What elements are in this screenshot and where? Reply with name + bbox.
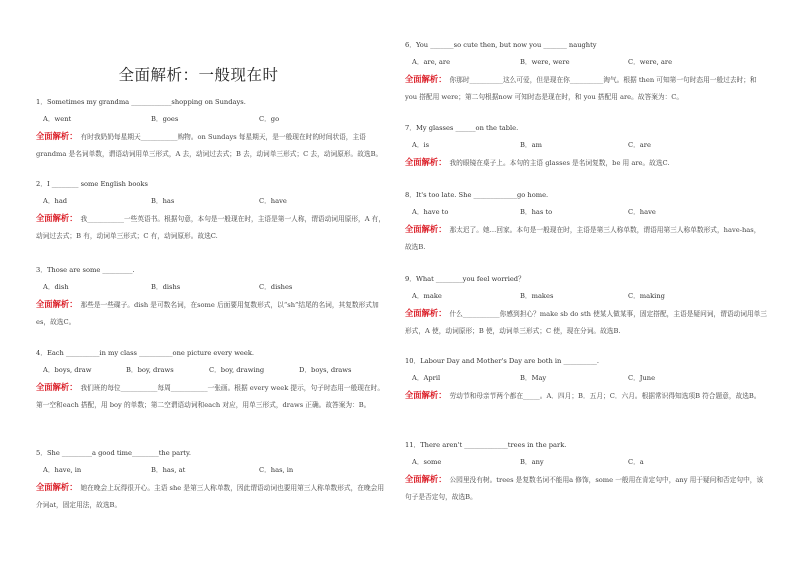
option-c: C．were, are (628, 58, 673, 66)
question-stem: 9．What ________you feel worried？ (405, 275, 525, 283)
option-a: A．April (412, 374, 441, 382)
option-d: D．boys, draws (299, 366, 352, 374)
option-c: C．have (259, 197, 287, 205)
option-b: B．has to (520, 208, 553, 216)
question-stem: 11．There aren't _____________trees in the park. (405, 441, 567, 449)
option-b: B．dishs (151, 283, 181, 291)
explanation (405, 71, 767, 106)
option-c: C．June (628, 374, 656, 382)
options-row (36, 362, 388, 379)
explanation-label: 全面解析： (36, 382, 78, 392)
explanation-text: 我的眼镜在桌子上。本句的主语 glasses 是名词复数，be 用 are。故选C. (449, 159, 670, 167)
explanation-label: 全面解析： (405, 157, 447, 167)
explanation (36, 296, 388, 331)
question-stem: 6．You _______so cute then, but now you _______ naughty (405, 41, 597, 49)
question-9 (405, 271, 767, 340)
explanation-text: 什么___________你感到担心？make sb do sth 使某人做某事，固定搭配，主语是疑问词，谓语动词用单三形式，A 使，动词原形；B 使，动词单三形式；C 使，现在分词。故选B. (405, 310, 767, 335)
option-b: B．has (151, 197, 175, 205)
question-3 (36, 262, 388, 331)
explanation-text: 那些是一些碟子。dish 是可数名词，在some 后面要用复数形式，以“sh”结尾的名词，其复数形式加es，故选C。 (36, 301, 379, 326)
option-c: C．go (259, 115, 280, 123)
explanation-text: 你那时__________这么可爱，但是现在你__________淘气。根据 then 可知第一句时态用一般过去时；和 you 搭配用 were；第二句根据now 可知时态是现在时，和 you 搭配用 are。故答案为：C。 (405, 76, 757, 101)
options-row (405, 454, 767, 471)
options-row (405, 370, 767, 387)
explanation-label: 全面解析： (405, 308, 447, 318)
option-c: C．boy, drawing (209, 366, 265, 374)
question-7 (405, 120, 767, 172)
explanation-label: 全面解析： (36, 482, 78, 492)
question-stem: 7．My glasses ______on the table. (405, 124, 519, 132)
question-stem: 5．She _________a good time________the party. (36, 449, 191, 457)
explanation-text: 我___________一些英语书。根据句意，本句是一般现在时，主语是第一人称，谓语动词用原形，A 有，动词过去式；B 有，动词单三形式；C 有，动词原形。故选C. (36, 215, 386, 240)
options-row (36, 111, 388, 128)
option-b: B．am (520, 141, 542, 149)
question-11 (405, 437, 767, 506)
option-a: A．had (43, 197, 68, 205)
question-stem: 4．Each __________in my class __________one picture every week. (36, 349, 255, 357)
option-a: A．have to (412, 208, 449, 216)
option-b: B．has, at (151, 466, 186, 474)
question-1 (36, 94, 388, 163)
option-c: C．dishes (259, 283, 293, 291)
option-c: C．a (628, 458, 644, 466)
question-6 (405, 37, 767, 106)
explanation-text: 我们班的每位___________每周___________一张画。根据 every week 提示，句子时态用一般现在时。第一空和each 搭配，用 boy 的单数；第二空谓语动词和each 对应，用单三形式，draws 正确。故答案为：B。 (36, 384, 385, 409)
explanation-label: 全面解析： (405, 224, 447, 234)
explanation-label: 全面解析： (36, 299, 78, 309)
option-b: B．any (520, 458, 544, 466)
page-title: 全面解析：一般现在时 (118, 66, 279, 84)
question-5 (36, 445, 388, 514)
explanation-text: 她在晚会上玩得很开心。主语 she 是第三人称单数，因此谓语动词也要用第三人称单数形式，在晚会用介词at，固定用法，故选B。 (36, 484, 385, 509)
option-b: B．boy, draws (126, 366, 174, 374)
explanation-text: 有时我奶奶每星期天___________购物。on Sundays 每星期天，是一般现在时的时间状语，主语grandma 是名词单数，谓语动词用单三形式，A 去，动词过去式；B 去，动词单三形式；C 去，动词原形。故选B。 (36, 133, 383, 158)
option-a: A．boys, draw (43, 366, 92, 374)
option-a: A．are, are (412, 58, 451, 66)
options-row (36, 462, 388, 479)
question-2 (36, 176, 388, 245)
option-a: A．dish (43, 283, 69, 291)
explanation-label: 全面解析： (36, 213, 78, 223)
explanation-text: 那太迟了。她…回家。本句是一般现在时，主语是第三人称单数，谓语用第三人称单数形式，have-has，故选B. (405, 226, 761, 251)
options-row (405, 137, 767, 154)
option-c: C．has, in (259, 466, 294, 474)
explanation-label: 全面解析： (405, 74, 447, 84)
explanation (36, 379, 388, 414)
options-row (36, 279, 388, 296)
option-c: C．have (628, 208, 656, 216)
option-a: A．is (412, 141, 430, 149)
options-row (405, 54, 767, 71)
question-10 (405, 353, 767, 405)
explanation (36, 479, 388, 514)
option-a: A．have, in (43, 466, 82, 474)
question-stem: 3．Those are some _________. (36, 266, 135, 274)
question-stem: 8．It's too late. She _____________go home. (405, 191, 549, 199)
explanation-label: 全面解析： (36, 131, 78, 141)
explanation (405, 305, 767, 340)
question-stem: 2．I ________ some English books (36, 180, 148, 188)
explanation-label: 全面解析： (405, 474, 447, 484)
option-b: B．makes (520, 292, 554, 300)
option-b: B．goes (151, 115, 179, 123)
option-a: A．make (412, 292, 442, 300)
question-4 (36, 345, 388, 414)
explanation (405, 471, 767, 506)
options-row (405, 288, 767, 305)
option-b: B．were, were (520, 58, 570, 66)
explanation (405, 387, 767, 405)
question-stem: 10．Labour Day and Mother's Day are both in __________. (405, 357, 600, 365)
explanation-label: 全面解析： (405, 390, 447, 400)
option-c: C．are (628, 141, 651, 149)
options-row (36, 193, 388, 210)
option-c: C．making (628, 292, 665, 300)
explanation (405, 154, 767, 172)
explanation (405, 221, 767, 256)
option-a: A．some (412, 458, 442, 466)
explanation (36, 210, 388, 245)
option-b: B．May (520, 374, 547, 382)
explanation-text: 劳动节和母亲节两个都在_____。A．四月；B．五月；C．六月。根据常识得知选项B 符合题意，故选B。 (449, 392, 761, 400)
question-stem: 1．Sometimes my grandma ____________shopping on Sundays. (36, 98, 246, 106)
option-a: A．went (43, 115, 72, 123)
explanation-text: 公园里没有树。trees 是复数名词不能用a 修饰，some 一般用在肯定句中，any 用于疑问和否定句中，该句子是否定句，故选B。 (405, 476, 764, 501)
question-8 (405, 187, 767, 256)
options-row (405, 204, 767, 221)
explanation (36, 128, 388, 163)
